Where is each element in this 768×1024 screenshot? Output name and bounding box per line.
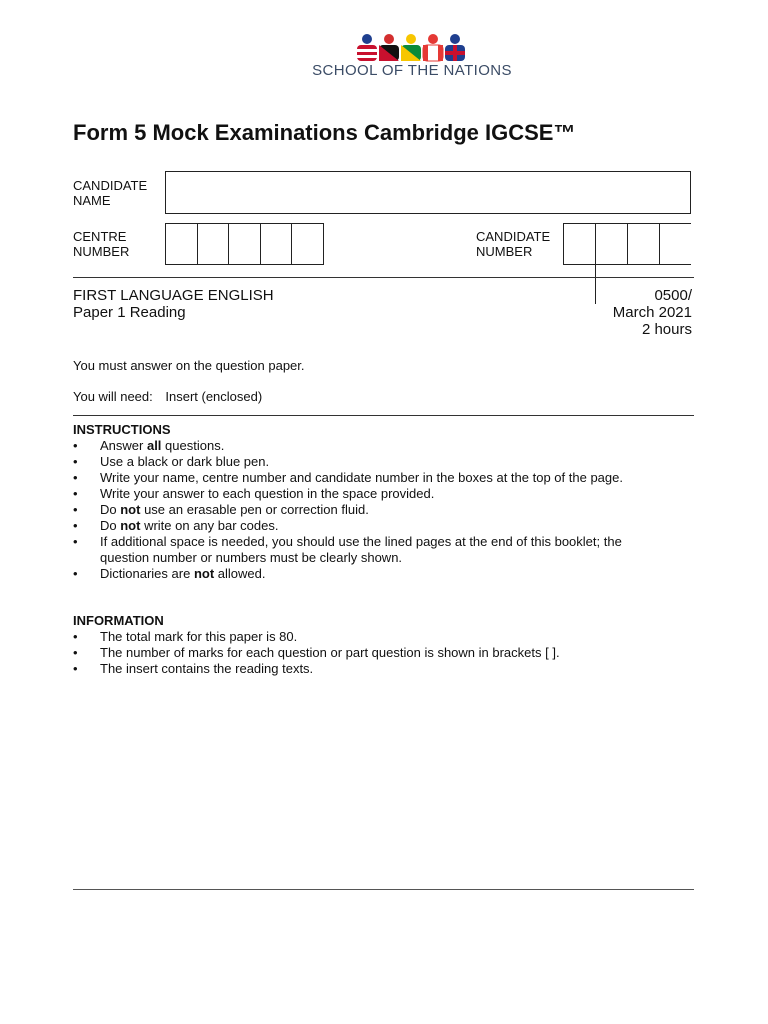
answer-note: You must answer on the question paper.: [73, 358, 305, 373]
centre-number-label: CENTRE NUMBER: [73, 229, 130, 259]
page-title: Form 5 Mock Examinations Cambridge IGCSE™: [73, 120, 576, 145]
instruction-item: • Do not use an erasable pen or correction fluid.: [73, 502, 694, 518]
candidate-number-cell[interactable]: [564, 224, 596, 264]
candidate-number-cell[interactable]: [628, 224, 660, 264]
centre-number-cell[interactable]: [166, 224, 198, 264]
school-name: SCHOOL OF THE NATIONS: [312, 62, 512, 79]
centre-number-boxes[interactable]: [165, 223, 324, 265]
centre-number-cell[interactable]: [198, 224, 230, 264]
candidate-number-label: CANDIDATE NUMBER: [476, 229, 551, 259]
instruction-item: • Use a black or dark blue pen.: [73, 454, 694, 470]
instruction-item: • Do not write on any bar codes.: [73, 518, 694, 534]
instruction-item: • Answer all questions.: [73, 438, 694, 454]
candidate-name-field[interactable]: [165, 171, 691, 214]
information-heading: INFORMATION: [73, 613, 164, 628]
exam-date: March 2021: [612, 304, 692, 321]
centre-number-cell[interactable]: [292, 224, 324, 264]
instruction-item: • If additional space is needed, you should use the lined pages at the end of this booklet; the question number or numbers must be clearly shown.: [73, 534, 694, 566]
instructions-section: [73, 422, 694, 582]
footer-divider: [73, 889, 694, 890]
information-section: [73, 613, 694, 677]
candidate-number-cell[interactable]: [564, 264, 596, 304]
subject-name: FIRST LANGUAGE ENGLISH: [73, 287, 274, 304]
candidate-number-boxes[interactable]: [563, 223, 691, 265]
information-list: [73, 629, 694, 677]
materials-value: Insert (enclosed): [165, 389, 263, 404]
information-item: • The insert contains the reading texts.: [73, 661, 694, 677]
information-item: • The total mark for this paper is 80.: [73, 629, 694, 645]
paper-name: Paper 1 Reading: [73, 304, 186, 321]
centre-number-cell[interactable]: [229, 224, 261, 264]
candidate-name-label: CANDIDATE NAME: [73, 178, 148, 208]
materials-note: [73, 389, 262, 404]
divider: [73, 277, 694, 278]
candidate-number-cell[interactable]: [596, 224, 628, 264]
materials-label: You will need:: [73, 389, 153, 404]
instruction-item: • Dictionaries are not allowed.: [73, 566, 694, 582]
instruction-item: • Write your answer to each question in the space provided.: [73, 486, 694, 502]
information-item: • The number of marks for each question or part question is shown in brackets [ ].: [73, 645, 694, 661]
instructions-list: [73, 438, 694, 582]
instruction-item: • Write your name, centre number and candidate number in the boxes at the top of the page.: [73, 470, 694, 486]
centre-number-cell[interactable]: [261, 224, 293, 264]
divider: [73, 415, 694, 416]
paper-code: 0500/: [654, 287, 692, 304]
exam-duration: 2 hours: [641, 321, 692, 338]
instructions-heading: INSTRUCTIONS: [73, 422, 171, 437]
